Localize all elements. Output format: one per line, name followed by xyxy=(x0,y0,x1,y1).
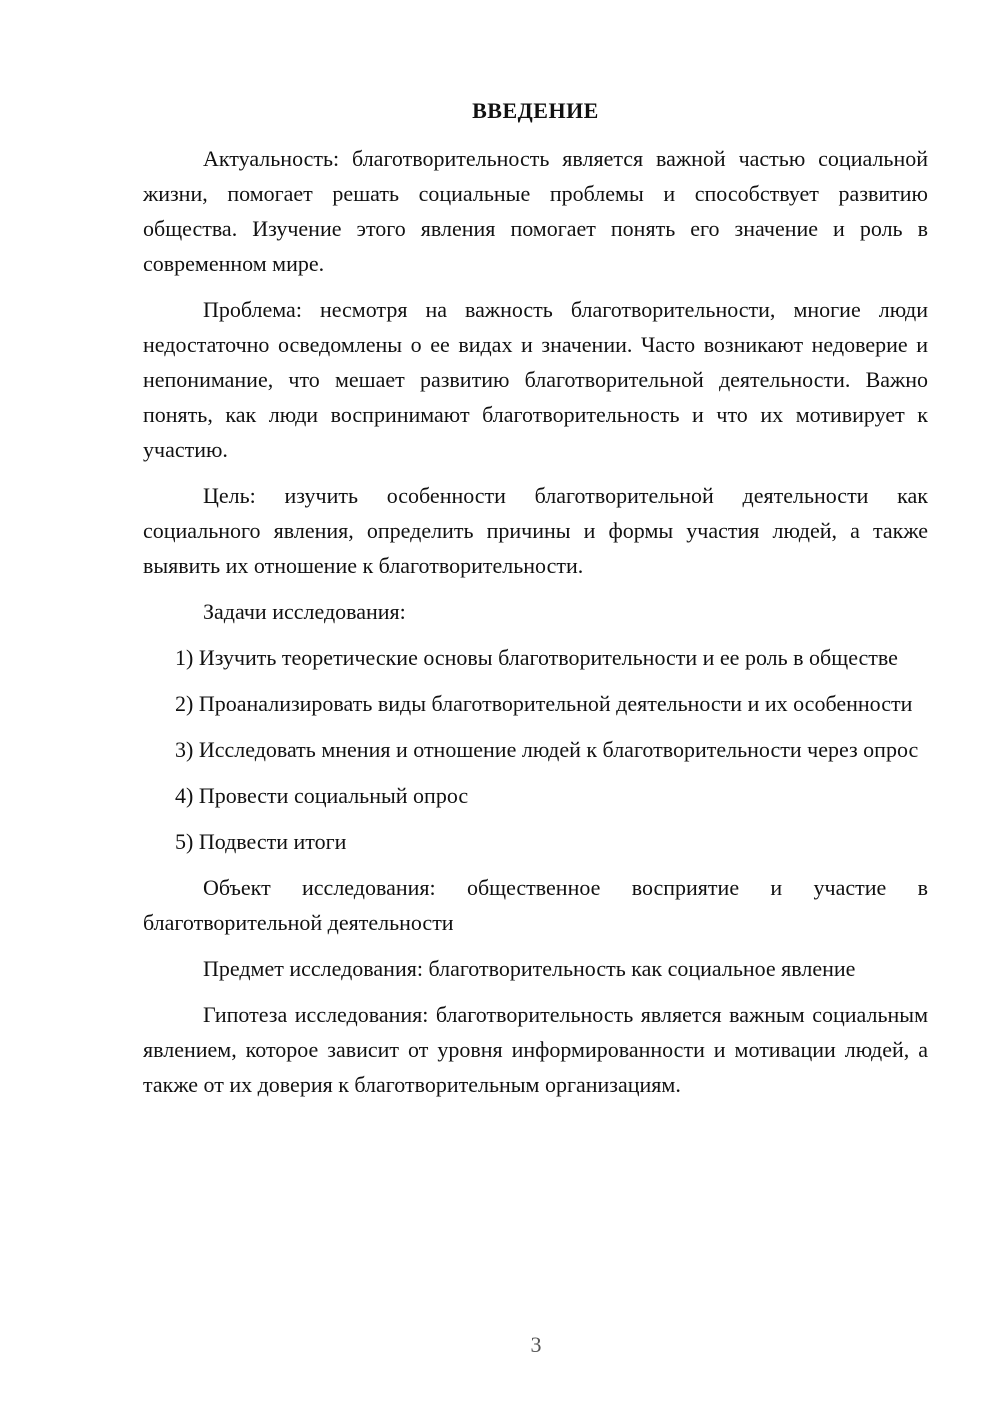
task-item: 2) Проанализировать виды благотворительной деятельности и их особенности xyxy=(175,691,913,716)
task-item: 1) Изучить теоретические основы благотворительности и ее роль в обществе xyxy=(175,645,898,670)
task-item: 5) Подвести итоги xyxy=(175,829,347,854)
document-page xyxy=(143,96,928,1113)
paragraph-hypothesis: Гипотеза исследования: благотворительность является важным социальным явлением, которое зависит от уровня информированности и мотивации людей, а также от их доверия к благотворительным организациям. xyxy=(143,1002,928,1097)
paragraph-object: Объект исследования: общественное восприятие и участие в благотворительной деятельности xyxy=(143,875,928,935)
paragraph-problem: Проблема: несмотря на важность благотворительности, многие люди недостаточно осведомлены о ее видах и значении. Часто возникают недоверие и непонимание, что мешает развитию благотворительной деятельности. Важно понять, как люди воспринимают благотворительность и что их мотивирует к участию. xyxy=(143,297,928,462)
paragraph-relevance: Актуальность: благотворительность является важной частью социальной жизни, помогает решать социальные проблемы и способствует развитию общества. Изучение этого явления помогает понять его значение и роль в современном мире. xyxy=(143,146,928,276)
task-item: 3) Исследовать мнения и отношение людей к благотворительности через опрос xyxy=(175,737,919,762)
paragraph-goal: Цель: изучить особенности благотворительной деятельности как социального явления, определить причины и формы участия людей, а также выявить их отношение к благотворительности. xyxy=(143,483,928,578)
tasks-title: Задачи исследования: xyxy=(203,599,406,624)
page-number: 3 xyxy=(530,1332,542,1357)
task-item: 4) Провести социальный опрос xyxy=(175,783,469,808)
page-title: ВВЕДЕНИЕ xyxy=(472,98,599,123)
paragraph-subject: Предмет исследования: благотворительность как социальное явление xyxy=(203,956,856,981)
